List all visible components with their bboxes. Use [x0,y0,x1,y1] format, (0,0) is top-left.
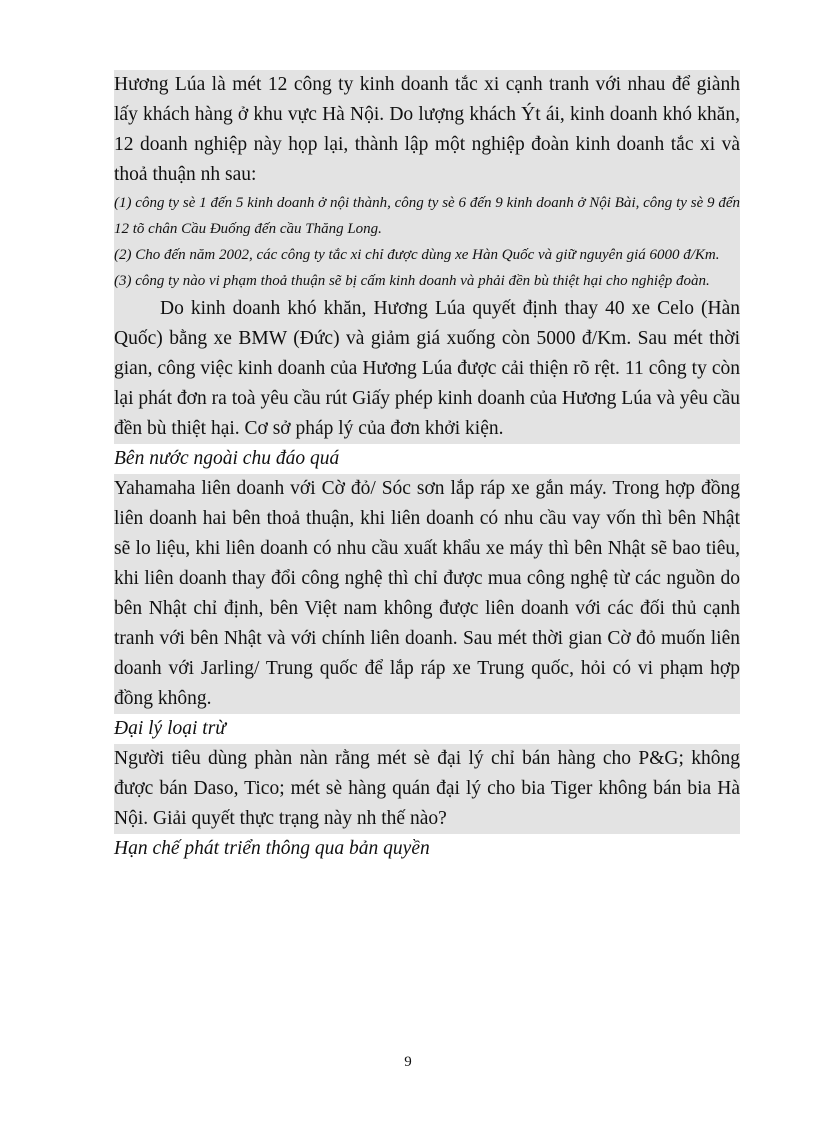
case-taxi-block [114,70,740,444]
page-number: 9 [404,1054,412,1070]
case-exclusive-agent-block [114,744,740,834]
page-content [114,70,740,864]
case-foreign-heading: Bên nước ngoài chu đáo quá [114,444,740,474]
case-foreign-body: Yahamaha liên doanh với Cờ đỏ/ Sóc sơn lắp ráp xe gắn máy. Trong hợp đồng liên doanh hai bên thoả thuận, khi liên doanh có nhu cầu vay vốn thì bên Nhật sẽ lo liệu, khi liên doanh có nhu cầu xuất khẩu xe máy thì bên Nhật sẽ bao tiêu, khi liên doanh thay đổi công nghệ thì chỉ được mua công nghệ từ các nguồn do bên Nhật chỉ định, bên Việt nam không được liên doanh với các đối thủ cạnh tranh với bên Nhật và với chính liên doanh. Sau mét thời gian Cờ đỏ muốn liên doanh với Jarling/ Trung quốc để lắp ráp xe Trung quốc, hỏi có vi phạm hợp đồng không. [114,478,740,709]
case-taxi-body: Do kinh doanh khó khăn, Hương Lúa quyết định thay 40 xe Celo (Hàn Quốc) bằng xe BMW (Đức) và giảm giá xuống còn 5000 đ/Km. Sau mét thời gian, công việc kinh doanh của Hương Lúa được cải thiện rõ rệt. 11 công ty còn lại phát đơn ra toà yêu cầu rút Giấy phép kinh doanh của Hương Lúa và yêu cầu đền bù thiệt hại. Cơ sở pháp lý của đơn khởi kiện. [114,298,740,439]
case-taxi-clause-2: (2) Cho đến năm 2002, các công ty tắc xi chỉ được dùng xe Hàn Quốc và giữ nguyên giá 6000 đ/Km. [114,247,720,263]
case-taxi-clause-1: (1) công ty sè 1 đến 5 kinh doanh ở nội thành, công ty sè 6 đến 9 kinh doanh ở Nội Bài, công ty sè 9 đến 12 tõ chân Cầu Đuống đến cầu Thăng Long. [114,195,740,237]
case-taxi-clause-3: (3) công ty nào vi phạm thoả thuận sẽ bị cấm kinh doanh và phải đền bù thiệt hại cho nghiệp đoàn. [114,273,710,289]
case-foreign-block [114,474,740,714]
case-copyright-heading: Hạn chế phát triển thông qua bản quyền [114,834,740,864]
case-taxi-intro: Hương Lúa là mét 12 công ty kinh doanh tắc xi cạnh tranh với nhau để giành lấy khách hàng ở khu vực Hà Nội. Do lượng khách Ýt ái, kinh doanh khó khăn, 12 doanh nghiệp này họp lại, thành lập một nghiệp đoàn kinh doanh tắc xi và thoả thuận nh sau: [114,74,740,185]
case-exclusive-agent-heading: Đại lý loại trừ [114,714,740,744]
case-exclusive-agent-body: Người tiêu dùng phàn nàn rằng mét sè đại lý chỉ bán hàng cho P&G; không được bán Daso, Tico; mét sè hàng quán đại lý cho bia Tiger không bán bia Hà Nội. Giải quyết thực trạng này nh thế nào? [114,748,740,829]
